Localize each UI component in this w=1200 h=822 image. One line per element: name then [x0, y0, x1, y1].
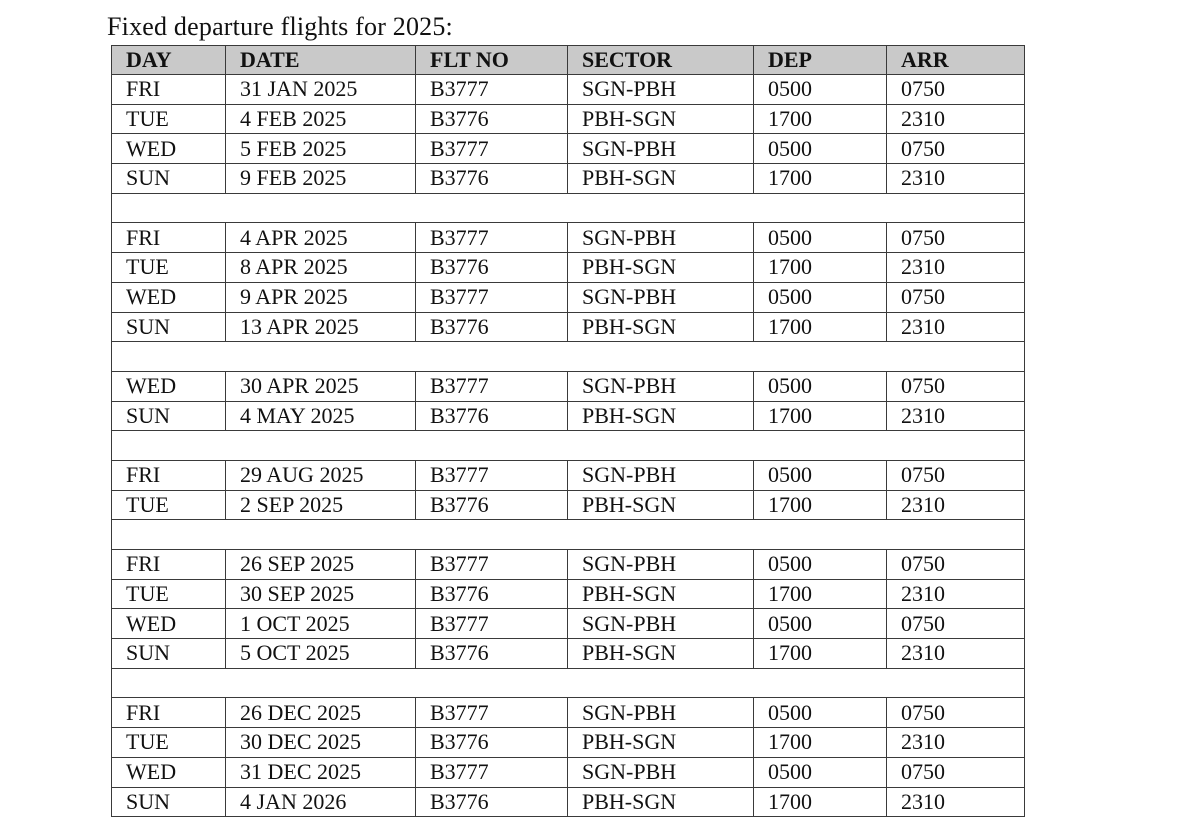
cell-flight-number: B3776 [416, 639, 568, 669]
cell-sector: PBH-SGN [568, 164, 754, 194]
cell-departure: 1700 [754, 579, 887, 609]
separator-cell [112, 431, 1025, 461]
header-departure: DEP [754, 46, 887, 75]
table-row [112, 698, 1025, 728]
cell-day: SUN [112, 639, 226, 669]
table-body [112, 75, 1025, 817]
separator-cell [112, 520, 1025, 550]
cell-date: 9 APR 2025 [226, 282, 416, 312]
group-separator-row [112, 668, 1025, 698]
cell-date: 31 JAN 2025 [226, 75, 416, 105]
flights-table [111, 45, 1025, 817]
cell-departure: 1700 [754, 253, 887, 283]
cell-sector: SGN-PBH [568, 460, 754, 490]
group-separator-row [112, 520, 1025, 550]
cell-flight-number: B3776 [416, 104, 568, 134]
group-separator-row [112, 431, 1025, 461]
cell-day: SUN [112, 787, 226, 817]
group-separator-row [112, 193, 1025, 223]
cell-sector: SGN-PBH [568, 698, 754, 728]
cell-flight-number: B3776 [416, 164, 568, 194]
cell-sector: SGN-PBH [568, 134, 754, 164]
cell-departure: 0500 [754, 698, 887, 728]
header-row [112, 46, 1025, 75]
cell-departure: 0500 [754, 282, 887, 312]
cell-departure: 0500 [754, 757, 887, 787]
table-row [112, 164, 1025, 194]
table-row [112, 609, 1025, 639]
table-row [112, 75, 1025, 105]
cell-sector: PBH-SGN [568, 728, 754, 758]
cell-flight-number: B3776 [416, 490, 568, 520]
cell-arrival: 2310 [887, 639, 1025, 669]
cell-arrival: 2310 [887, 104, 1025, 134]
cell-arrival: 2310 [887, 490, 1025, 520]
cell-sector: PBH-SGN [568, 787, 754, 817]
cell-day: FRI [112, 75, 226, 105]
cell-day: TUE [112, 253, 226, 283]
cell-day: FRI [112, 698, 226, 728]
cell-day: SUN [112, 164, 226, 194]
header-arrival: ARR [887, 46, 1025, 75]
cell-date: 9 FEB 2025 [226, 164, 416, 194]
table-row [112, 253, 1025, 283]
cell-day: FRI [112, 223, 226, 253]
table-row [112, 104, 1025, 134]
cell-sector: PBH-SGN [568, 253, 754, 283]
cell-arrival: 2310 [887, 579, 1025, 609]
cell-arrival: 2310 [887, 728, 1025, 758]
cell-flight-number: B3777 [416, 698, 568, 728]
cell-arrival: 0750 [887, 757, 1025, 787]
cell-flight-number: B3777 [416, 282, 568, 312]
cell-flight-number: B3777 [416, 609, 568, 639]
table-row [112, 757, 1025, 787]
cell-day: FRI [112, 460, 226, 490]
cell-departure: 0500 [754, 550, 887, 580]
cell-arrival: 0750 [887, 460, 1025, 490]
cell-day: WED [112, 609, 226, 639]
cell-flight-number: B3776 [416, 312, 568, 342]
cell-flight-number: B3777 [416, 460, 568, 490]
cell-arrival: 2310 [887, 787, 1025, 817]
separator-cell [112, 342, 1025, 372]
cell-sector: SGN-PBH [568, 223, 754, 253]
cell-day: TUE [112, 728, 226, 758]
cell-departure: 0500 [754, 371, 887, 401]
cell-departure: 1700 [754, 787, 887, 817]
cell-flight-number: B3776 [416, 787, 568, 817]
cell-day: TUE [112, 579, 226, 609]
header-date: DATE [226, 46, 416, 75]
cell-departure: 1700 [754, 728, 887, 758]
cell-sector: PBH-SGN [568, 579, 754, 609]
cell-sector: SGN-PBH [568, 282, 754, 312]
cell-day: SUN [112, 312, 226, 342]
cell-sector: PBH-SGN [568, 639, 754, 669]
table-row [112, 134, 1025, 164]
cell-arrival: 0750 [887, 609, 1025, 639]
cell-departure: 0500 [754, 223, 887, 253]
cell-flight-number: B3776 [416, 728, 568, 758]
cell-flight-number: B3777 [416, 757, 568, 787]
cell-arrival: 0750 [887, 75, 1025, 105]
cell-date: 13 APR 2025 [226, 312, 416, 342]
cell-arrival: 2310 [887, 312, 1025, 342]
table-row [112, 371, 1025, 401]
cell-day: FRI [112, 550, 226, 580]
cell-sector: SGN-PBH [568, 550, 754, 580]
cell-day: WED [112, 371, 226, 401]
table-row [112, 728, 1025, 758]
cell-departure: 0500 [754, 75, 887, 105]
table-row [112, 639, 1025, 669]
table-row [112, 312, 1025, 342]
cell-departure: 1700 [754, 312, 887, 342]
cell-date: 5 FEB 2025 [226, 134, 416, 164]
cell-arrival: 0750 [887, 371, 1025, 401]
cell-day: SUN [112, 401, 226, 431]
cell-arrival: 0750 [887, 550, 1025, 580]
cell-arrival: 2310 [887, 164, 1025, 194]
separator-cell [112, 193, 1025, 223]
header-sector: SECTOR [568, 46, 754, 75]
cell-date: 8 APR 2025 [226, 253, 416, 283]
cell-sector: PBH-SGN [568, 401, 754, 431]
table-row [112, 223, 1025, 253]
cell-flight-number: B3776 [416, 401, 568, 431]
cell-date: 30 APR 2025 [226, 371, 416, 401]
cell-date: 26 SEP 2025 [226, 550, 416, 580]
cell-departure: 1700 [754, 401, 887, 431]
cell-sector: PBH-SGN [568, 312, 754, 342]
cell-date: 4 MAY 2025 [226, 401, 416, 431]
cell-day: WED [112, 282, 226, 312]
cell-date: 30 DEC 2025 [226, 728, 416, 758]
cell-date: 4 JAN 2026 [226, 787, 416, 817]
cell-date: 30 SEP 2025 [226, 579, 416, 609]
cell-sector: SGN-PBH [568, 609, 754, 639]
cell-departure: 1700 [754, 490, 887, 520]
cell-flight-number: B3777 [416, 550, 568, 580]
cell-date: 31 DEC 2025 [226, 757, 416, 787]
table-row [112, 282, 1025, 312]
cell-arrival: 2310 [887, 253, 1025, 283]
cell-departure: 1700 [754, 164, 887, 194]
table-header [112, 46, 1025, 75]
cell-arrival: 2310 [887, 401, 1025, 431]
table-row [112, 550, 1025, 580]
cell-sector: PBH-SGN [568, 104, 754, 134]
cell-departure: 0500 [754, 134, 887, 164]
cell-date: 1 OCT 2025 [226, 609, 416, 639]
cell-date: 26 DEC 2025 [226, 698, 416, 728]
cell-flight-number: B3777 [416, 371, 568, 401]
table-row [112, 787, 1025, 817]
cell-date: 2 SEP 2025 [226, 490, 416, 520]
cell-day: TUE [112, 490, 226, 520]
table-row [112, 401, 1025, 431]
separator-cell [112, 668, 1025, 698]
cell-date: 4 APR 2025 [226, 223, 416, 253]
cell-flight-number: B3776 [416, 579, 568, 609]
cell-flight-number: B3777 [416, 134, 568, 164]
table-row [112, 579, 1025, 609]
cell-arrival: 0750 [887, 282, 1025, 312]
cell-flight-number: B3777 [416, 223, 568, 253]
cell-flight-number: B3777 [416, 75, 568, 105]
table-row [112, 460, 1025, 490]
cell-departure: 0500 [754, 460, 887, 490]
table-row [112, 490, 1025, 520]
cell-departure: 0500 [754, 609, 887, 639]
cell-departure: 1700 [754, 104, 887, 134]
cell-sector: SGN-PBH [568, 75, 754, 105]
document-title: Fixed departure flights for 2025: [107, 12, 453, 41]
cell-arrival: 0750 [887, 134, 1025, 164]
cell-flight-number: B3776 [416, 253, 568, 283]
cell-date: 29 AUG 2025 [226, 460, 416, 490]
cell-date: 5 OCT 2025 [226, 639, 416, 669]
header-day: DAY [112, 46, 226, 75]
group-separator-row [112, 342, 1025, 372]
cell-sector: SGN-PBH [568, 371, 754, 401]
cell-arrival: 0750 [887, 223, 1025, 253]
cell-sector: PBH-SGN [568, 490, 754, 520]
header-flight-number: FLT NO [416, 46, 568, 75]
cell-sector: SGN-PBH [568, 757, 754, 787]
cell-day: TUE [112, 104, 226, 134]
cell-departure: 1700 [754, 639, 887, 669]
cell-arrival: 0750 [887, 698, 1025, 728]
cell-day: WED [112, 134, 226, 164]
cell-date: 4 FEB 2025 [226, 104, 416, 134]
cell-day: WED [112, 757, 226, 787]
